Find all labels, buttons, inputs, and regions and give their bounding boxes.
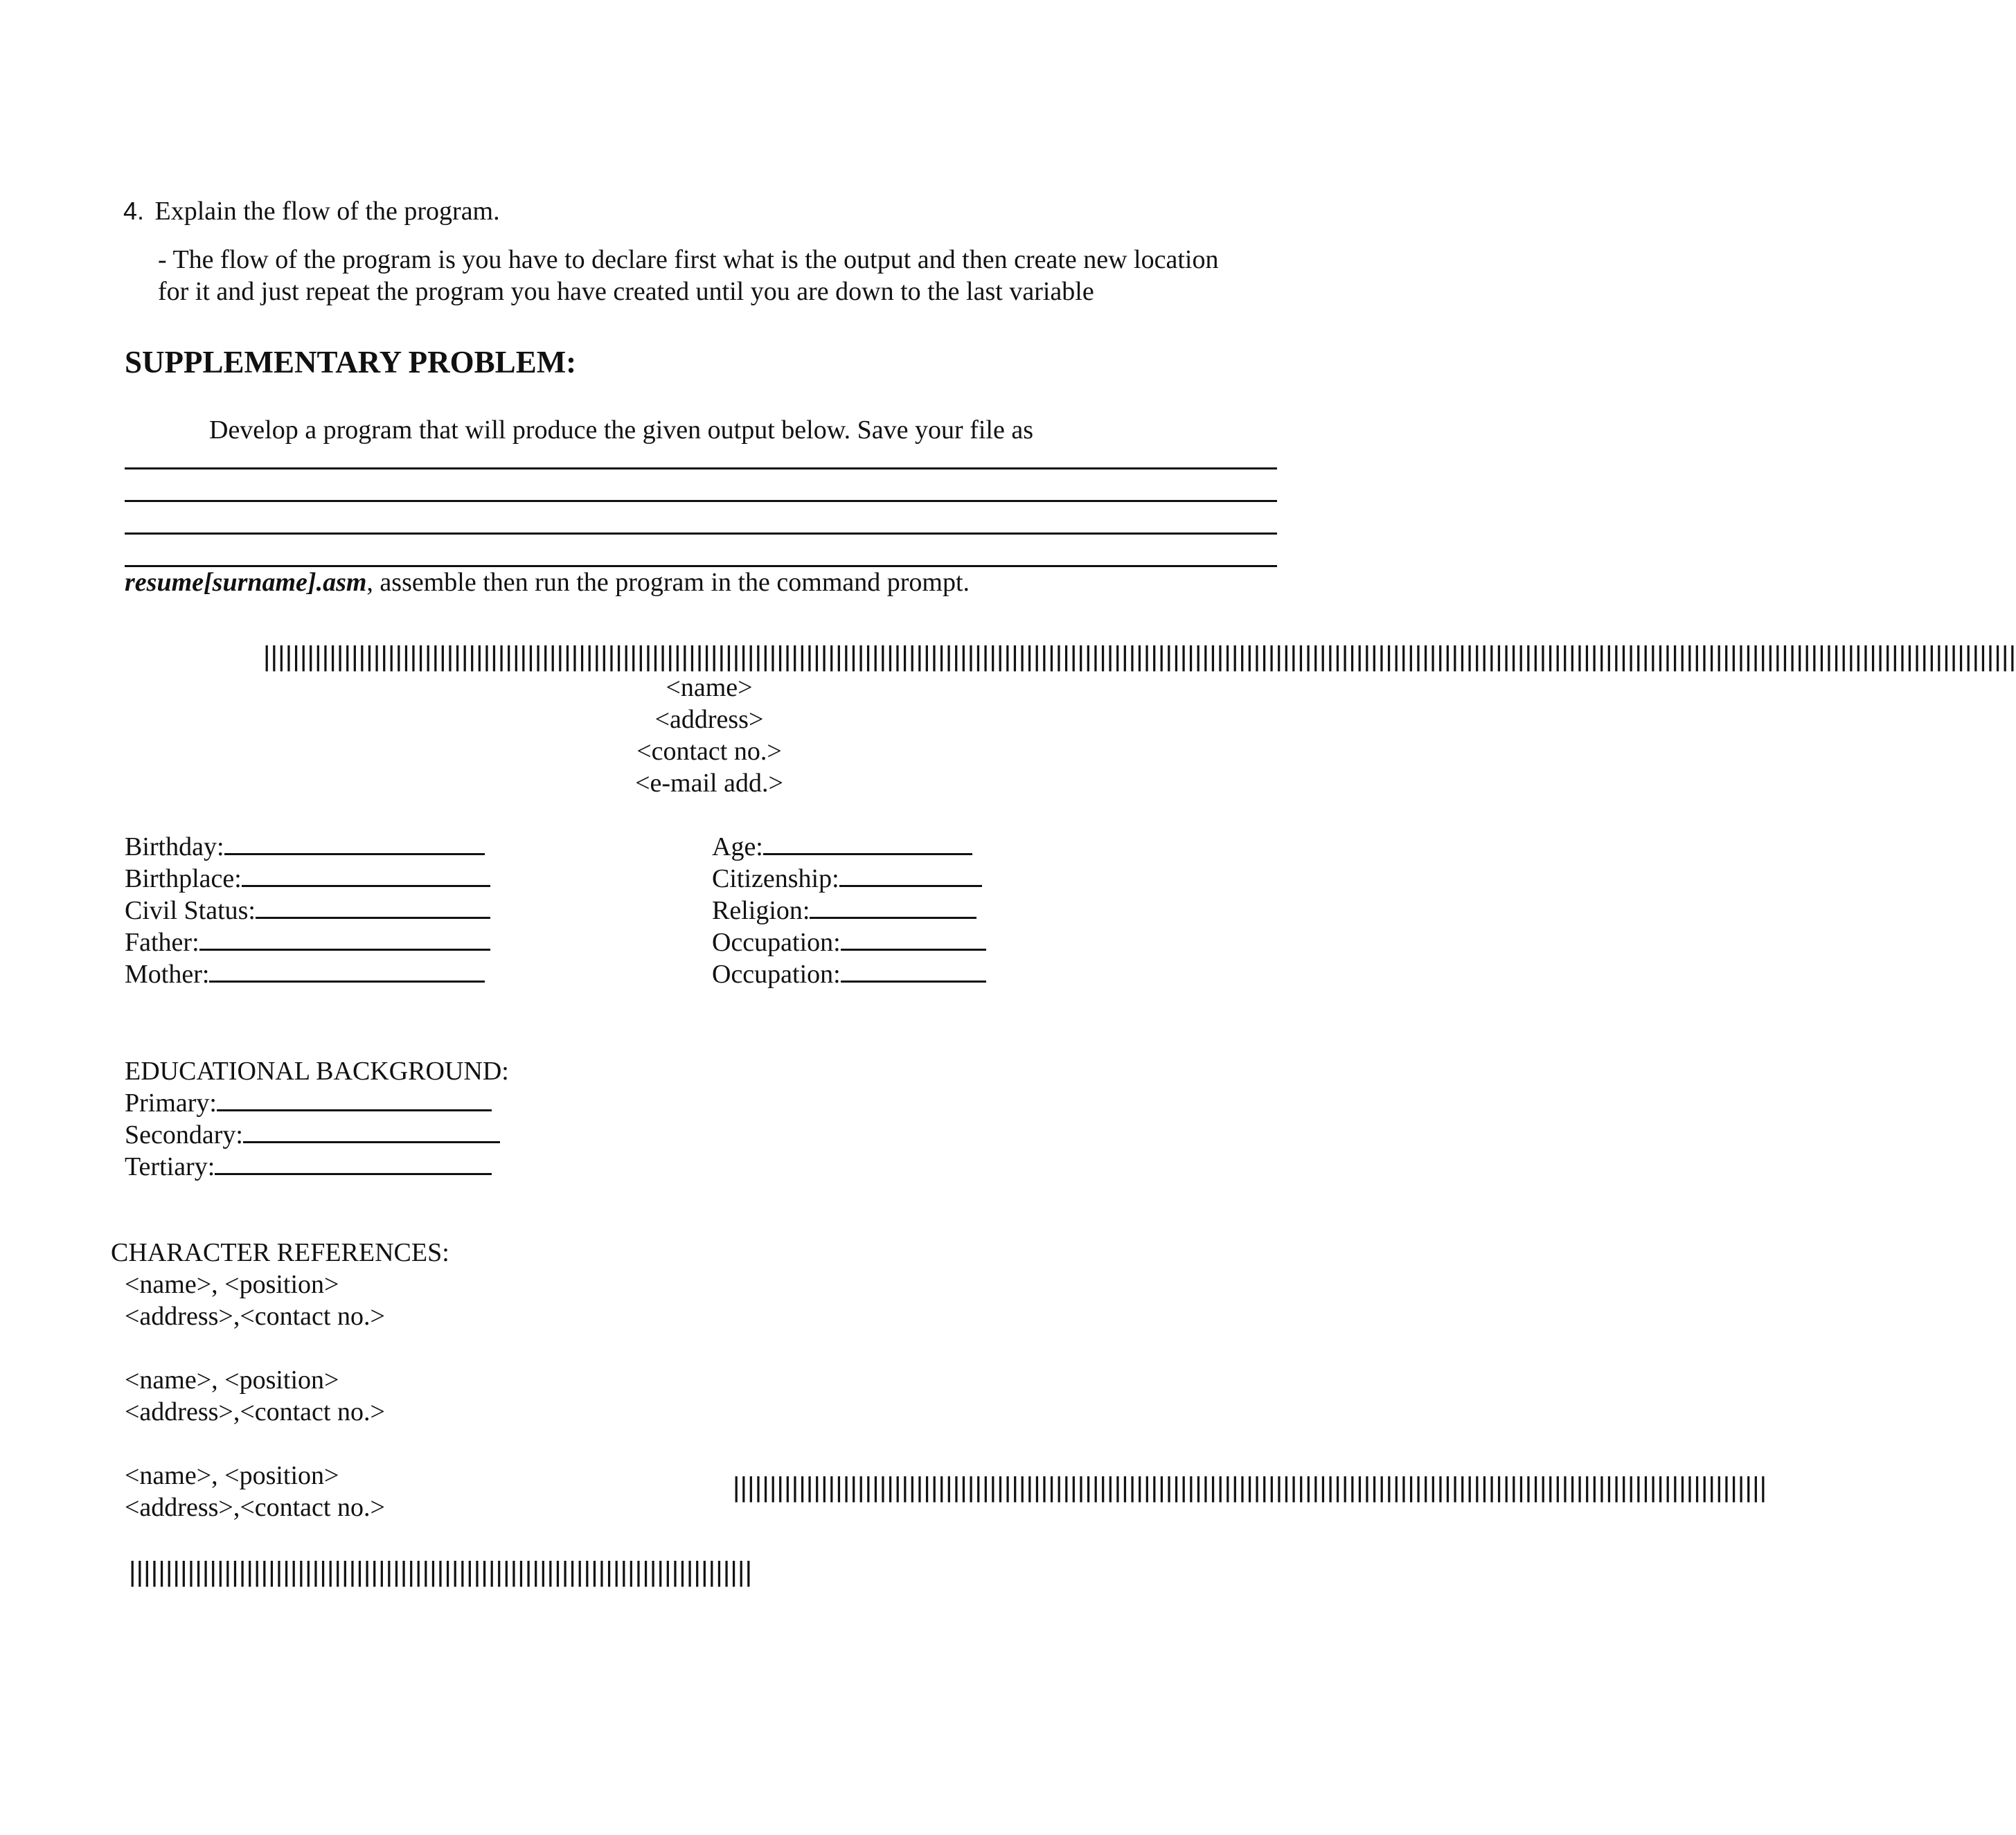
reference-1-address: <address>,<contact no.> <box>125 1302 385 1331</box>
field-blank <box>215 1152 492 1175</box>
instruction-text: Develop a program that will produce the given output below. Save your file as <box>209 415 1033 445</box>
field-label: Father: <box>125 928 199 957</box>
field-blank <box>224 832 485 855</box>
bar-divider-top: ||||||||||||||||||||||||||||||||||||||||||||||||||||||||||||||||||||||||||||||||||||||||||||||||||||||||||||||||||||||||||||||||||||||||||||||||||||||||||||||||||||||||||||||||||||||||||||||||||||||||||||||||||||||||||||||||||||||||||||||| <box>263 641 2016 672</box>
field-civil-status <box>125 895 490 927</box>
answer-line-2: for it and just repeat the program you have created until you are down to the last variable <box>158 277 1094 306</box>
field-mother-occupation <box>712 958 986 990</box>
reference-1-name: <name>, <position> <box>125 1270 339 1299</box>
blank-rule-3 <box>125 532 1277 535</box>
blank-rule-1 <box>125 467 1277 469</box>
field-label: Religion: <box>712 896 810 925</box>
reference-2-name: <name>, <position> <box>125 1366 339 1395</box>
education-heading: EDUCATIONAL BACKGROUND: <box>125 1057 509 1086</box>
field-label: Age: <box>712 832 763 861</box>
reference-2-address: <address>,<contact no.> <box>125 1397 385 1426</box>
field-label: Primary: <box>125 1089 217 1118</box>
field-age <box>712 831 972 863</box>
reference-3-address: <address>,<contact no.> <box>125 1493 385 1522</box>
header-contact: <contact no.> <box>636 737 782 766</box>
field-blank <box>242 864 490 887</box>
field-label: Civil Status: <box>125 896 256 925</box>
field-blank <box>209 960 485 983</box>
reference-3-name: <name>, <position> <box>125 1461 339 1490</box>
question-text: Explain the flow of the program. <box>154 197 500 226</box>
instruction-continued <box>125 566 970 598</box>
field-blank <box>841 960 986 983</box>
field-blank <box>763 832 972 855</box>
field-label: Birthplace: <box>125 864 242 893</box>
field-blank <box>199 928 490 951</box>
field-label: Secondary: <box>125 1120 243 1149</box>
question-number: 4. <box>123 197 145 225</box>
field-birthplace <box>125 863 490 895</box>
field-secondary <box>125 1119 500 1151</box>
answer-line-1: - The flow of the program is you have to declare first what is the output and then create new location <box>158 245 1219 274</box>
field-father <box>125 927 490 958</box>
field-mother <box>125 958 485 990</box>
field-label: Tertiary: <box>125 1152 215 1181</box>
bar-divider-right: ||||||||||||||||||||||||||||||||||||||||||||||||||||||||||||||||||||||||||||||||||||||||||||||||||||||||||||||||||||||||||||||||||||||||||||| <box>733 1472 1767 1503</box>
field-religion <box>712 895 976 927</box>
field-blank <box>841 928 986 951</box>
field-label: Mother: <box>125 960 210 989</box>
field-father-occupation <box>712 927 986 958</box>
field-label: Occupation: <box>712 960 841 989</box>
field-tertiary <box>125 1151 492 1183</box>
question-4 <box>123 195 500 227</box>
field-label: Birthday: <box>125 832 224 861</box>
field-label: Occupation: <box>712 928 841 957</box>
filename: resume[surname].asm <box>125 568 367 597</box>
bar-divider-bottom: ||||||||||||||||||||||||||||||||||||||||||||||||||||||||||||||||||||||||||||||||||||| <box>129 1557 753 1587</box>
field-blank <box>243 1120 500 1143</box>
instruction-end: , assemble then run the program in the command prompt. <box>366 568 970 597</box>
field-blank <box>810 896 976 919</box>
field-citizenship <box>712 863 982 895</box>
field-blank <box>256 896 490 919</box>
field-blank <box>217 1089 492 1111</box>
supplementary-heading: SUPPLEMENTARY PROBLEM: <box>125 345 577 379</box>
header-name: <name> <box>666 673 753 702</box>
header-address: <address> <box>654 705 764 734</box>
field-label: Citizenship: <box>712 864 839 893</box>
field-blank <box>839 864 982 887</box>
field-birthday <box>125 831 485 863</box>
field-primary <box>125 1087 492 1119</box>
header-email: <e-mail add.> <box>635 769 783 798</box>
blank-rule-2 <box>125 500 1277 502</box>
references-heading: CHARACTER REFERENCES: <box>111 1238 449 1267</box>
